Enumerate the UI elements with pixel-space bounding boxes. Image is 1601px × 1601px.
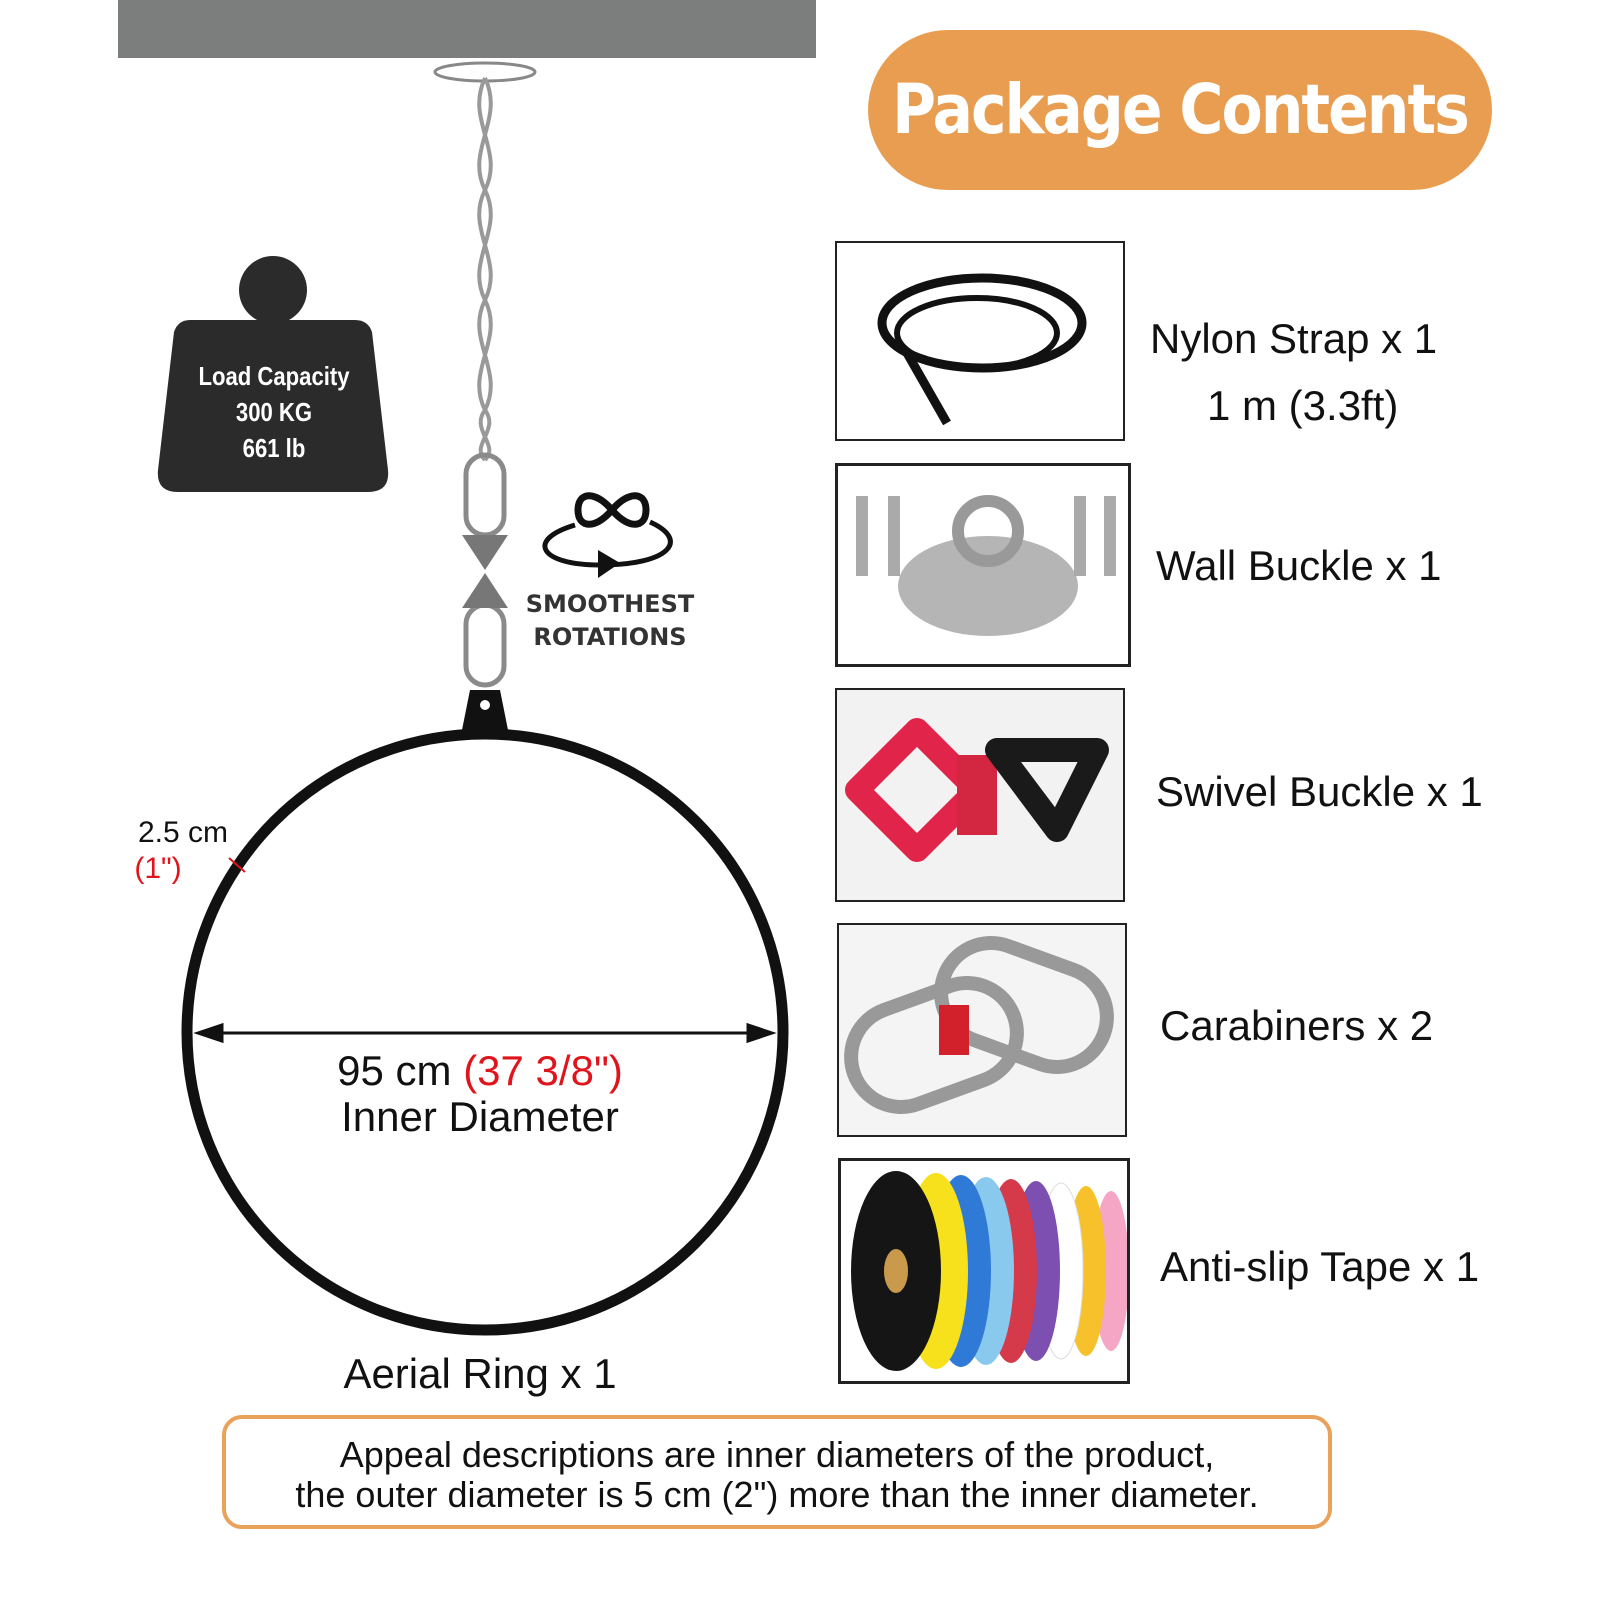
swivel-buckle-image: [835, 688, 1125, 902]
diameter-label: [240, 1048, 720, 1140]
page-title: Package Contents: [892, 69, 1468, 151]
carabiners-icon: [839, 929, 1121, 1121]
diameter-caption: Inner Diameter: [341, 1093, 619, 1140]
thickness-cm: 2.5 cm: [137, 816, 229, 849]
diameter-cm: 95 cm: [337, 1047, 452, 1094]
note-line2: the outer diameter is 5 cm (2") more than the inner diameter.: [295, 1474, 1259, 1515]
thickness-in: (1"): [134, 852, 182, 885]
carabiners-image: [837, 923, 1127, 1137]
diameter-in: (37 3/8"): [463, 1047, 623, 1094]
rotation-label: [500, 588, 720, 654]
diameter-note: [222, 1415, 1332, 1529]
nylon-strap-image: [835, 241, 1125, 441]
item-label-nylon-strap: Nylon Strap x 1: [1150, 315, 1438, 362]
load-capacity-kg: 300 KG: [235, 397, 313, 427]
load-capacity-title: Load Capacity: [198, 361, 350, 391]
aerial-ring-illustration: [0, 0, 820, 1400]
item-sub-nylon-strap: 1 m (3.3ft): [1207, 382, 1399, 429]
item-label-carabiners: Carabiners x 2: [1160, 1002, 1434, 1049]
load-capacity-lb: 661 lb: [242, 433, 306, 463]
package-contents-banner: [868, 30, 1492, 190]
rotation-line1: SMOOTHEST: [525, 590, 695, 618]
tape-rolls-icon: [851, 1171, 1127, 1371]
rotation-line2: ROTATIONS: [533, 623, 687, 651]
item-label-anti-slip-tape: Anti-slip Tape x 1: [1160, 1243, 1480, 1290]
infinity-rotation-icon: [545, 496, 670, 578]
ring-tab-icon: [462, 690, 508, 730]
wall-buckle-image: [835, 463, 1131, 667]
ring-caption: Aerial Ring x 1: [343, 1350, 617, 1397]
load-capacity-label: [177, 358, 371, 466]
nylon-strap-icon: [882, 278, 1082, 423]
item-label-swivel-buckle: Swivel Buckle x 1: [1156, 768, 1483, 815]
wall-buckle-icon: [856, 496, 1116, 636]
diameter-arrow-icon: [198, 1025, 772, 1041]
item-label-wall-buckle: Wall Buckle x 1: [1156, 542, 1442, 589]
swivel-buckle-icon: [857, 730, 1097, 850]
ring-thickness-label: [128, 815, 238, 887]
anti-slip-tape-image: [838, 1158, 1130, 1384]
note-line1: Appeal descriptions are inner diameters of the product,: [339, 1434, 1215, 1475]
